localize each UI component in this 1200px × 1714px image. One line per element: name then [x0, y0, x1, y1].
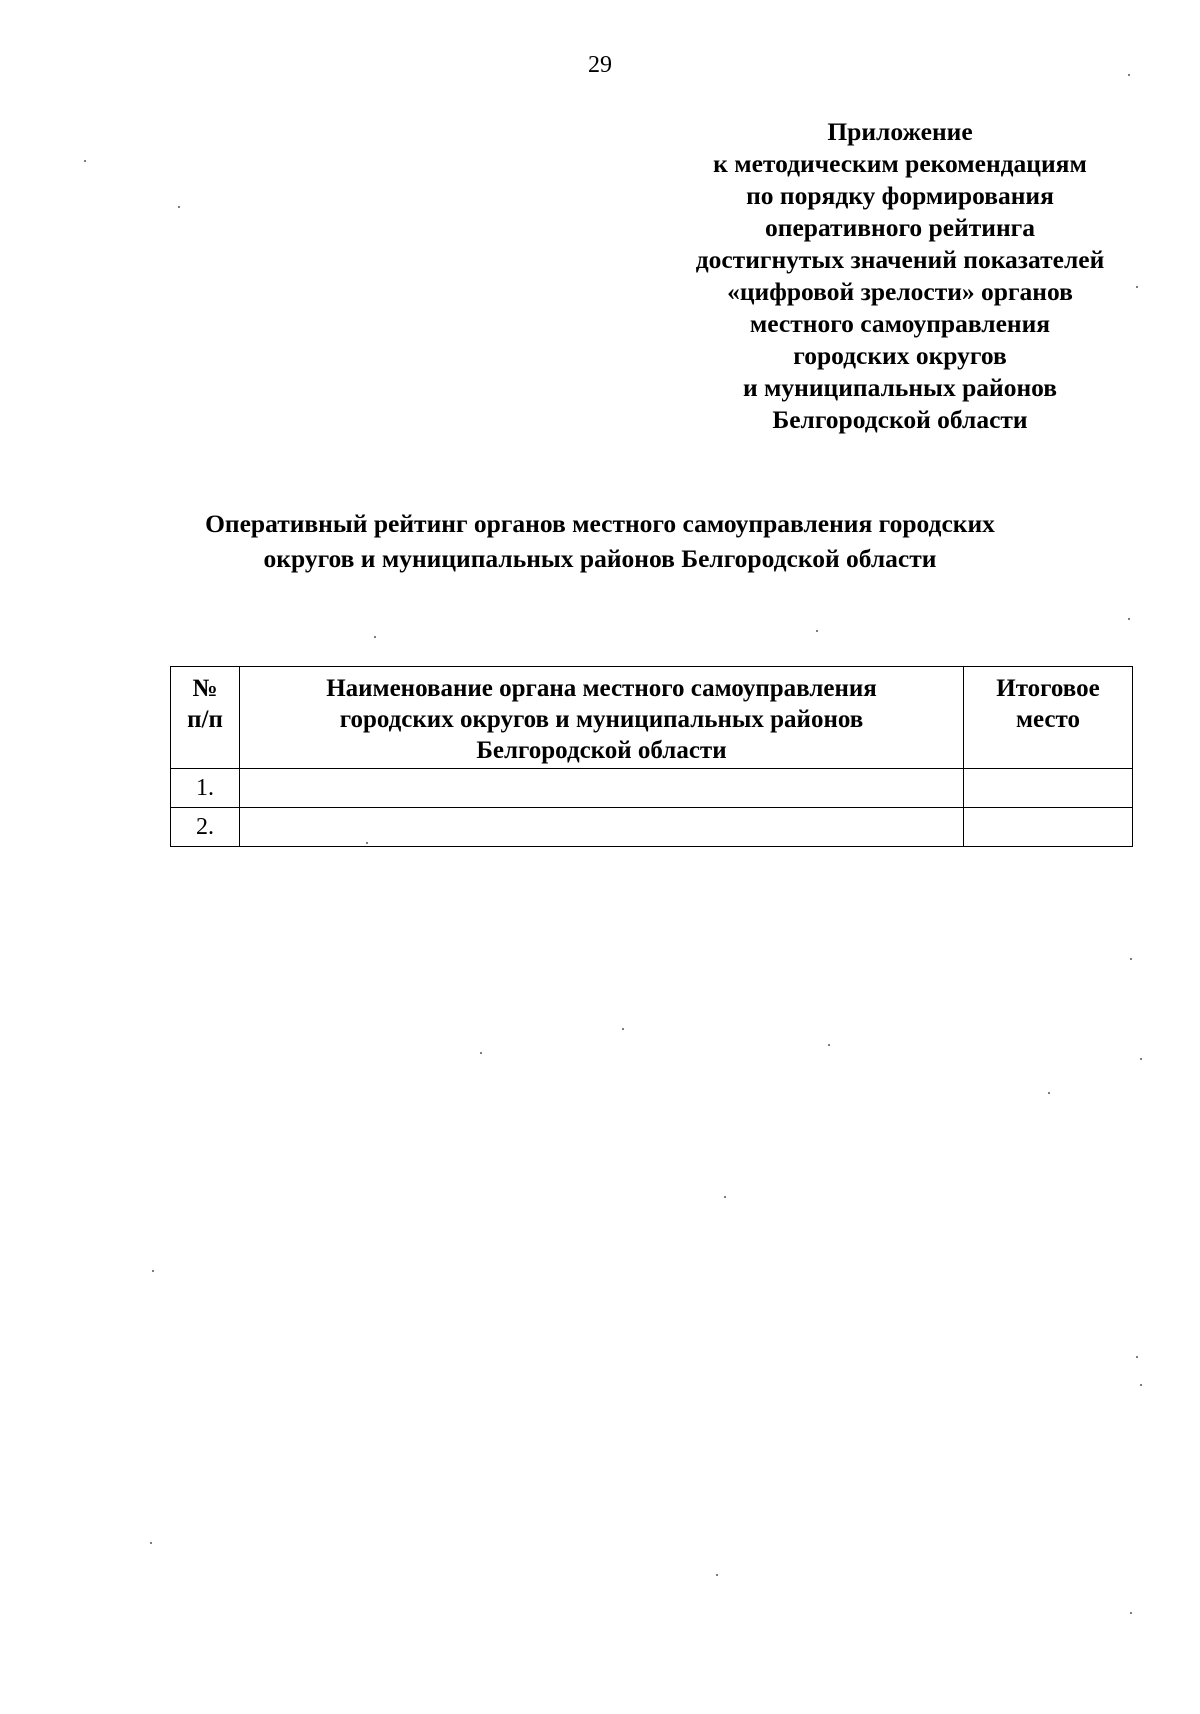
appendix-line: Белгородской области	[772, 405, 1028, 434]
scan-speck	[716, 1574, 718, 1576]
table-header-row	[171, 667, 1133, 769]
page-number: 29	[588, 52, 612, 78]
appendix-line: оперативного рейтинга	[765, 213, 1035, 242]
appendix-line: местного самоуправления	[749, 309, 1051, 338]
scan-speck	[1140, 1384, 1142, 1386]
scan-speck	[816, 630, 818, 632]
rating-table	[170, 666, 1133, 847]
scan-speck	[1140, 1058, 1142, 1060]
header-name	[240, 667, 964, 769]
scan-speck	[1136, 286, 1138, 288]
appendix-line: и муниципальных районов	[742, 373, 1058, 402]
title-line: Оперативный рейтинг органов местного самоуправления городских	[205, 509, 995, 538]
scan-speck	[1128, 74, 1130, 76]
header-place-line: Итоговое	[996, 675, 1100, 702]
appendix-heading	[640, 116, 1160, 436]
appendix-line: достигнутых значений показателей	[695, 245, 1105, 274]
row-name	[240, 769, 964, 808]
scan-speck	[178, 206, 180, 208]
row-number: 1.	[171, 769, 240, 808]
scan-speck	[374, 636, 376, 638]
header-place	[964, 667, 1133, 769]
header-name-line: Наименование органа местного самоуправления	[326, 675, 877, 702]
scan-speck	[1048, 1092, 1050, 1094]
appendix-line: «цифровой зрелости» органов	[727, 277, 1073, 306]
scan-speck	[1136, 1356, 1138, 1358]
scan-speck	[724, 1196, 726, 1198]
scan-speck	[1130, 1612, 1132, 1614]
scan-speck	[150, 1542, 152, 1544]
header-number-line: п/п	[187, 706, 223, 733]
row-name	[240, 808, 964, 847]
scan-speck	[366, 842, 368, 844]
row-place	[964, 808, 1133, 847]
header-number-line: №	[192, 675, 218, 702]
scan-speck	[1128, 618, 1130, 620]
scan-speck	[622, 1028, 624, 1030]
header-place-line: место	[1016, 706, 1080, 733]
document-title	[150, 506, 1050, 576]
header-number	[171, 667, 240, 769]
appendix-line: по порядку формирования	[746, 181, 1054, 210]
header-name-line: Белгородской области	[476, 737, 727, 764]
table-row	[171, 808, 1133, 847]
appendix-line: к методическим рекомендациям	[713, 149, 1087, 178]
scan-speck	[828, 1044, 830, 1046]
title-line: округов и муниципальных районов Белгородской области	[263, 544, 937, 573]
header-name-line: городских округов и муниципальных районов	[339, 706, 864, 733]
appendix-line: Приложение	[827, 117, 973, 146]
scan-speck	[84, 160, 86, 162]
table-row	[171, 769, 1133, 808]
row-place	[964, 769, 1133, 808]
appendix-line: городских округов	[793, 341, 1007, 370]
row-number: 2.	[171, 808, 240, 847]
scan-speck	[480, 1052, 482, 1054]
scan-speck	[152, 1270, 154, 1272]
scan-speck	[1130, 958, 1132, 960]
